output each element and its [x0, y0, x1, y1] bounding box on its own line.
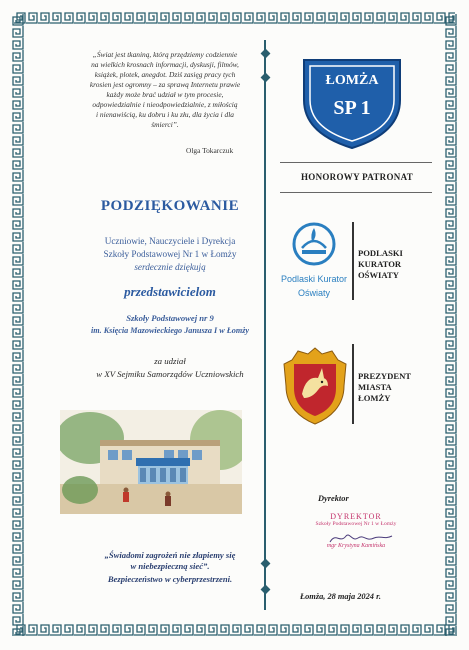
- quote-line: krosien jest ogromny – za sprawą Internetu prawie: [89, 79, 241, 89]
- greek-key-border-left: [12, 14, 24, 636]
- director-label: Dyrektor: [318, 494, 349, 503]
- stamp-school: Szkoły Podstawowej Nr 1 w Łomży: [315, 521, 397, 527]
- giver-line-1: Uczniowie, Nauczyciele i Dyrekcja: [104, 236, 236, 246]
- participation-line-2: w XV Sejmiku Samorządów Uczniowskich: [96, 369, 244, 379]
- kurator-line: OŚWIATY: [358, 270, 399, 281]
- shield-bottom-text: SP 1: [333, 97, 371, 119]
- divider-rule: [280, 162, 432, 163]
- quote-line: każdy może brać udział w tym procesie,: [106, 89, 224, 99]
- shield-top-text: ŁOMŻA: [325, 73, 379, 88]
- issue-date: Łomża, 28 maja 2024 r.: [300, 592, 381, 601]
- recipient-school-patron: im. Księcia Mazowieckiego Janusza I w Łomży: [90, 326, 250, 335]
- kurator-logo-line-1: Podlaski Kurator: [280, 274, 348, 284]
- participation-line-1: za udział: [154, 356, 186, 366]
- quote-line: i nienawiścią, ku dobru i ku złu, dla życia i dla: [96, 109, 234, 119]
- greek-key-border-bottom: [14, 624, 455, 636]
- quote-line: odpowiedzialnie i nieodpowiedzialnie, z miłością: [92, 99, 238, 109]
- divider-rule: [280, 192, 432, 193]
- quote-line: książek, plotek, anegdot. Dziś zasięg pracy tych: [94, 69, 236, 79]
- column-divider: [264, 40, 266, 610]
- greek-key-border-right: [445, 14, 457, 636]
- mayor-line: PREZYDENT: [358, 371, 412, 381]
- kurator-line: KURATOR: [358, 259, 402, 270]
- motto-line-2: w niebezpieczną sieć”.: [130, 561, 210, 571]
- giver-line-2: Szkoły Podstawowej Nr 1 w Łomży: [103, 249, 237, 259]
- patron-separator: [352, 344, 354, 424]
- kurator-logo-line-2: Oświaty: [297, 288, 331, 298]
- mayor-line: ŁOMŻY: [358, 393, 391, 404]
- divider-diamond: [260, 585, 270, 595]
- giver-line-3: serdecznie dziękują: [134, 262, 206, 272]
- school-painting: [60, 410, 242, 514]
- quote-author: Olga Tokarczuk: [186, 146, 234, 155]
- kurator-line: PODLASKI: [358, 248, 403, 258]
- recipient-heading: przedstawicielom: [124, 284, 216, 299]
- kurator-name: [358, 248, 403, 282]
- mayor-line: MIASTA: [358, 382, 392, 393]
- quote-line: na wielkich krosnach informacji, dyskusji, filmów,: [91, 59, 239, 69]
- quote-line: śmierci”.: [151, 119, 179, 129]
- kurator-logo: [272, 214, 356, 308]
- stamp-title: DYREKTOR: [330, 512, 382, 521]
- school-shield-logo: [300, 56, 404, 150]
- quote-block: [60, 50, 270, 130]
- mayor-name: [358, 371, 411, 405]
- motto-line-1: „Świadomi zagrożeń nie złapiemy się: [104, 550, 236, 560]
- motto-line-3: Bezpieczeństwo w cyberprzestrzeni.: [107, 574, 233, 584]
- greek-key-border-top: [14, 12, 455, 24]
- recipient-school: Szkoły Podstawowej nr 9: [126, 313, 214, 323]
- quote-line: „Świat jest tkaniną, którą przędziemy codziennie: [92, 50, 238, 59]
- handwritten-signature: [326, 530, 396, 546]
- patron-separator: [352, 222, 354, 300]
- certificate-title: PODZIĘKOWANIE: [100, 198, 240, 214]
- patronage-heading: HONOROWY PATRONAT: [300, 172, 413, 182]
- lomza-coat-of-arms: [282, 346, 348, 426]
- stamp-name: mgr Krystyna Kamińska: [326, 543, 386, 549]
